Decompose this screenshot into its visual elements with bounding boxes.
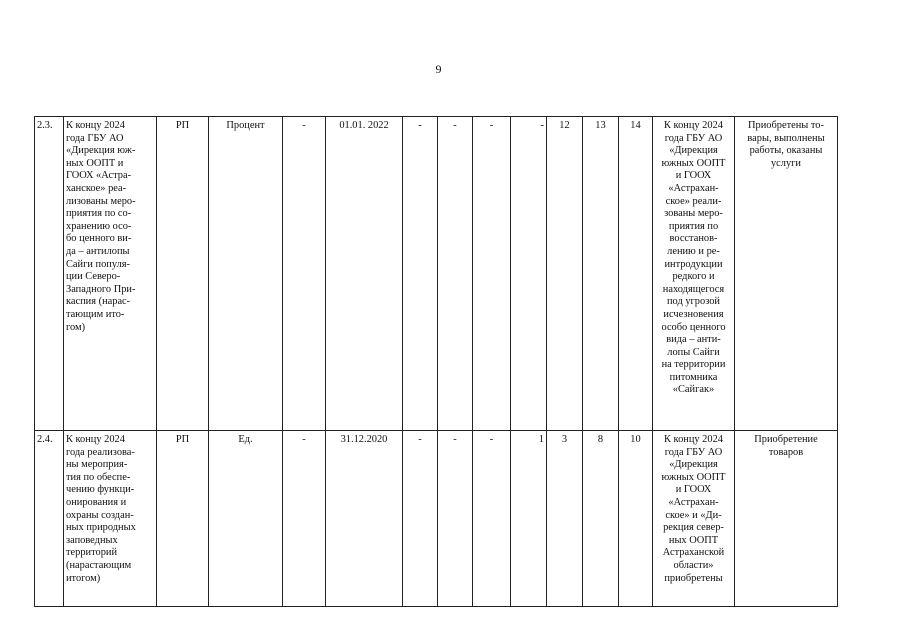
text-line: тия по обеспе-	[66, 471, 131, 483]
text-line: особо ценного	[661, 321, 726, 333]
text-line: заповедных	[66, 534, 118, 546]
text-line: года ГБУ АО	[664, 446, 723, 458]
text-line: лению и ре-	[667, 245, 720, 257]
value-cell: -	[403, 431, 438, 607]
text-line: года реализова-	[66, 446, 135, 458]
base-date-cell: 01.01. 2022	[326, 117, 403, 431]
value-cell: 1	[511, 431, 547, 607]
text-line: приятия по	[668, 220, 719, 232]
text-line: итогом)	[66, 572, 101, 584]
text-line: К концу 2024	[66, 434, 125, 445]
text-line: «Астрахан-	[668, 182, 719, 194]
text-line: южных ООПТ	[661, 471, 726, 483]
value-cell: -	[473, 431, 511, 607]
text-line: «Дирекция	[669, 145, 718, 157]
unit-cell: Процент	[209, 117, 283, 431]
indicator-description	[64, 431, 157, 607]
text-line: «Сайгак»	[672, 384, 715, 396]
text-line: товаров	[768, 446, 804, 458]
text-line: гом)	[66, 321, 86, 333]
value-cell: 3	[547, 431, 583, 607]
text-line: зованы меро-	[664, 208, 723, 220]
text-line: чению функци-	[66, 484, 135, 496]
text-line: лизованы меро-	[66, 195, 136, 207]
text-line: «Дирекция юж-	[66, 145, 136, 157]
indicator-description	[64, 117, 157, 431]
dash-cell: -	[283, 117, 326, 431]
text-line: тающим ито-	[66, 308, 125, 320]
text-line: онирования и	[66, 496, 127, 508]
value-cell: -	[438, 431, 473, 607]
value-cell: 8	[583, 431, 619, 607]
text-line: под угрозой	[667, 296, 720, 308]
text-line: территорий	[66, 547, 118, 559]
text-line: лопы Сайги	[667, 346, 720, 358]
text-line: вары, выполнены	[747, 132, 825, 144]
page-number: 9	[435, 62, 442, 76]
event-description	[653, 117, 735, 431]
base-date-cell: 31.12.2020	[326, 431, 403, 607]
value-cell: -	[403, 117, 438, 431]
text-line: года ГБУ АО	[664, 132, 723, 144]
unit-cell: Ед.	[209, 431, 283, 607]
text-line: редкого и	[672, 271, 715, 283]
value-cell: -	[511, 117, 547, 431]
text-line: услуги	[770, 157, 801, 169]
text-line: приобретены	[664, 572, 723, 584]
text-line: питомника	[669, 371, 718, 383]
event-description	[653, 431, 735, 607]
text-line: «Дирекция	[669, 459, 718, 471]
text-line: южных ООПТ	[661, 157, 726, 169]
text-line: находящегося	[662, 283, 725, 295]
value-cell: 12	[547, 117, 583, 431]
text-line: на территории	[661, 359, 726, 371]
row-number: 2.3.	[35, 117, 64, 431]
value-cell: 14	[619, 117, 653, 431]
text-line: «Астрахан-	[668, 496, 719, 508]
text-line: бо ценного ви-	[66, 233, 132, 245]
text-line: исчезновения	[663, 308, 724, 320]
text-line: ции Северо-	[66, 271, 121, 283]
text-line: охраны создан-	[66, 509, 134, 521]
text-line: (нарастающим	[66, 559, 132, 571]
row-number: 2.4.	[35, 431, 64, 607]
text-line: Западного При-	[66, 283, 136, 295]
text-line: работы, оказаны	[749, 145, 823, 157]
text-line: ское» реали-	[665, 195, 722, 207]
table-row	[35, 117, 838, 431]
dash-cell: -	[283, 431, 326, 607]
text-line: ны мероприя-	[66, 459, 128, 471]
text-line: хранению осо-	[66, 220, 132, 232]
text-line: ных ООПТ и	[66, 157, 124, 169]
text-line: вида – анти-	[666, 334, 721, 346]
text-line: Приобретены то-	[748, 120, 824, 131]
text-line: и ГООХ	[675, 484, 712, 496]
text-line: ных природных	[66, 522, 136, 534]
text-line: приятия по со-	[66, 208, 132, 220]
text-line: каспия (нарас-	[66, 296, 131, 308]
text-line: интродукции	[664, 258, 723, 270]
text-line: восстанов-	[669, 233, 718, 245]
text-line: и ГООХ	[675, 170, 712, 182]
level-cell: РП	[157, 431, 209, 607]
text-line: Приобретение	[754, 434, 818, 445]
text-line: года ГБУ АО	[66, 132, 124, 144]
value-cell: 13	[583, 117, 619, 431]
text-line: ханское» реа-	[66, 182, 127, 194]
result-cell	[735, 431, 838, 607]
text-line: К концу 2024	[664, 434, 723, 445]
text-line: К концу 2024	[66, 120, 125, 131]
text-line: ных ООПТ	[668, 534, 719, 546]
measures-table	[34, 116, 838, 607]
table-row	[35, 431, 838, 607]
text-line: рекция север-	[663, 522, 724, 534]
text-line: области»	[673, 559, 714, 571]
text-line: К концу 2024	[664, 120, 723, 131]
value-cell: -	[473, 117, 511, 431]
text-line: Астраханской	[662, 547, 725, 559]
value-cell: 10	[619, 431, 653, 607]
text-line: да – антилопы	[66, 245, 130, 257]
result-cell	[735, 117, 838, 431]
text-line: ское» и «Ди-	[665, 509, 722, 521]
text-line: ГООХ «Астра-	[66, 170, 132, 182]
level-cell: РП	[157, 117, 209, 431]
text-line: Сайги популя-	[66, 258, 131, 270]
value-cell: -	[438, 117, 473, 431]
